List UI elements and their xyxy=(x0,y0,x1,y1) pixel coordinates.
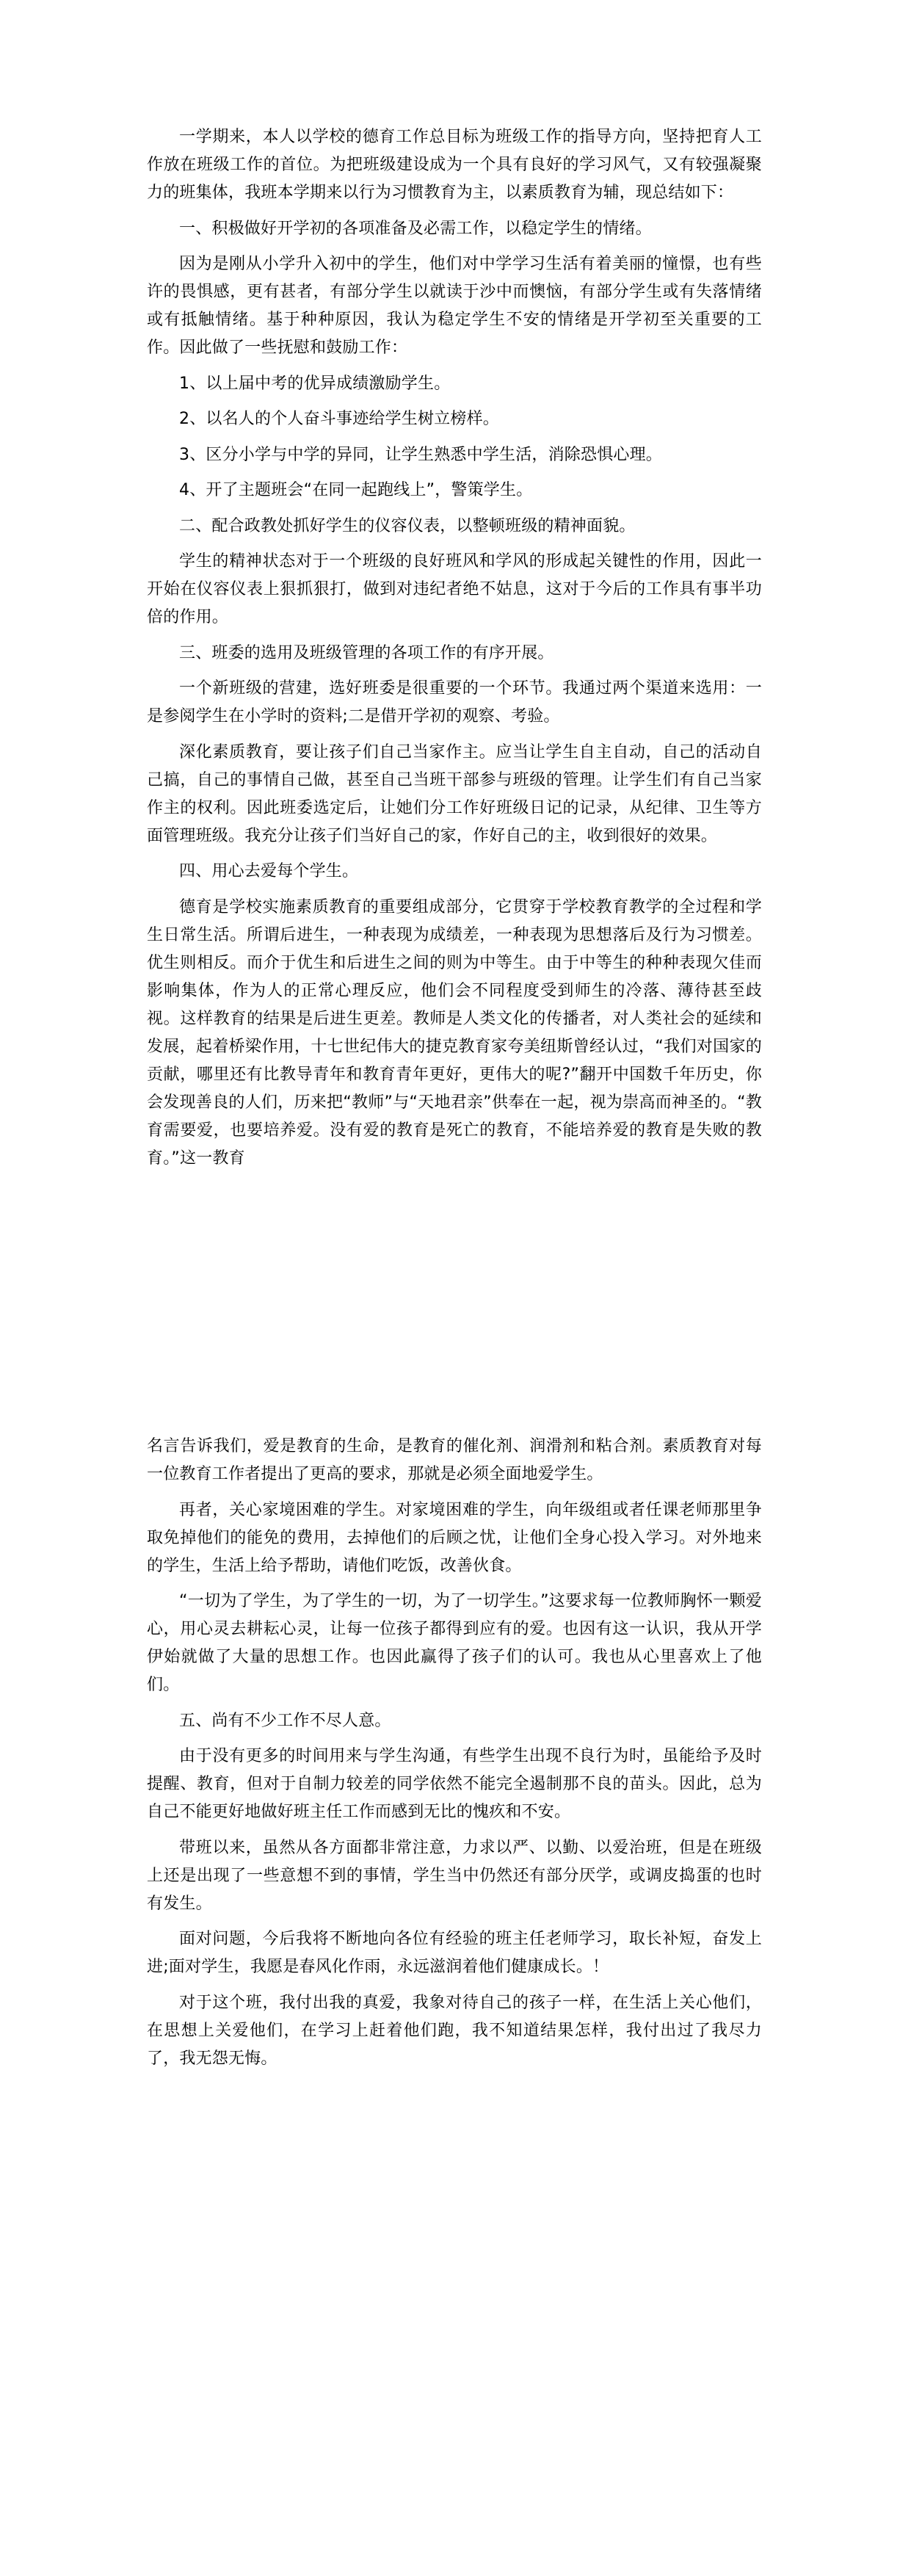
paragraph: 带班以来，虽然从各方面都非常注意，力求以严、以勤、以爱治班，但是在班级上还是出现了一些意想不到的事情，学生当中仍然还有部分厌学，或调皮捣蛋的也时有发生。 xyxy=(147,1838,762,1913)
list-item: 1、以上届中考的优异成绩激励学生。 xyxy=(179,374,451,393)
paragraph: 一学期来，本人以学校的德育工作总目标为班级工作的指导方向，坚持把育人工作放在班级工作的首位。为把班级建设成为一个具有良好的学习风气，又有较强凝聚力的班集体，我班本学期来以行为习惯教育为主，以素质教育为辅，现总结如下： xyxy=(147,128,762,202)
paragraph: 由于没有更多的时间用来与学生沟通，有些学生出现不良行为时，虽能给予及时提醒、教育，但对于自制力较差的同学依然不能完全遏制那不良的苗头。因此，总为自己不能更好地做好班主任工作而感到无比的愧疚和不安。 xyxy=(147,1747,762,1821)
paragraph: 名言告诉我们，爱是教育的生命，是教育的催化剂、润滑剂和粘合剂。素质教育对每一位教育工作者提出了更高的要求，那就是必须全面地爱学生。 xyxy=(147,1437,762,1483)
document-page xyxy=(147,0,762,2080)
paragraph: 学生的精神状态对于一个班级的良好班风和学风的形成起关键性的作用，因此一开始在仪容仪表上狠抓狠打，做到对违纪者绝不姑息，这对于今后的工作具有事半功倍的作用。 xyxy=(147,552,762,626)
paragraph: 深化素质教育，要让孩子们自己当家作主。应当让学生自主自动，自己的活动自己搞，自己的事情自己做，甚至自己当班干部参与班级的管理。让学生们有自己当家作主的权利。因此班委选定后，让她们分工作好班级日记的记录，从纪律、卫生等方面管理班级。我充分让孩子们当好自己的家，作好自己的主，收到很好的效果。 xyxy=(147,742,762,845)
list-item: 3、区分小学与中学的异同，让学生熟悉中学生活，消除恐惧心理。 xyxy=(179,445,662,464)
list-item: 4、开了主题班会“在同一起跑线上”，警策学生。 xyxy=(179,481,533,499)
section-heading: 二、配合政教处抓好学生的仪容仪表，以整顿班级的精神面貌。 xyxy=(179,516,636,535)
paragraph: “一切为了学生，为了学生的一切，为了一切学生。”这要求每一位教师胸怀一颗爱心，用心灵去耕耘心灵，让每一位孩子都得到应有的爱。也因有这一认识，我从开学伊始就做了大量的思想工作。也因此赢得了孩子们的认可。我也从心里喜欢上了他们。 xyxy=(147,1592,762,1694)
section-heading: 四、用心去爱每个学生。 xyxy=(179,862,359,880)
paragraph: 一个新班级的营建，选好班委是很重要的一个环节。我通过两个渠道来选用：一是参阅学生在小学时的资料;二是借开学初的观察、考验。 xyxy=(147,679,762,726)
list-item: 2、以名人的个人奋斗事迹给学生树立榜样。 xyxy=(179,410,499,428)
page-break-gap xyxy=(147,1180,762,1433)
paragraph: 对于这个班，我付出我的真爱，我象对待自己的孩子一样，在生活上关心他们，在思想上关爱他们，在学习上赶着他们跑，我不知道结果怎样，我付出过了我尽力了，我无怨无悔。 xyxy=(147,1993,762,2068)
paragraph: 因为是刚从小学升入初中的学生，他们对中学学习生活有着美丽的憧憬，也有些许的畏惧感，更有甚者，有部分学生以就读于沙中而懊恼，有部分学生或有失落情绪或有抵触情绪。基于种种原因，我认为稳定学生不安的情绪是开学初至关重要的工作。因此做了一些抚慰和鼓励工作： xyxy=(147,255,762,357)
paragraph: 德育是学校实施素质教育的重要组成部分，它贯穿于学校教育教学的全过程和学生日常生活。所谓后进生，一种表现为成绩差，一种表现为思想落后及行为习惯差。优生则相反。而介于优生和后进生之间的则为中等生。由于中等生的种种表现欠佳而影响集体，作为人的正常心理反应，他们会不同程度受到师生的冷落、薄待甚至歧视。这样教育的结果是后进生更差。教师是人类文化的传播者，对人类社会的延续和发展，起着桥梁作用，十七世纪伟大的捷克教育家夸美纽斯曾经认过，“我们对国家的贡献，哪里还有比教导青年和教育青年更好，更伟大的呢?”翻开中国数千年历史，你会发现善良的人们，历来把“教师”与“天地君亲”供奉在一起，视为崇高而神圣的。“教育需要爱，也要培养爱。没有爱的教育是死亡的教育，不能培养爱的教育是失败的教育。”这一教育 xyxy=(147,897,762,1168)
paragraph: 面对问题，今后我将不断地向各位有经验的班主任老师学习，取长补短，奋发上进;面对学生，我愿是春风化作雨，永远滋润着他们健康成长。！ xyxy=(147,1930,762,1976)
section-heading: 三、班委的选用及班级管理的各项工作的有序开展。 xyxy=(179,643,554,662)
section-heading: 一、积极做好开学初的各项准备及必需工作，以稳定学生的情绪。 xyxy=(179,219,652,238)
section-heading: 五、尚有不少工作不尽人意。 xyxy=(179,1711,391,1730)
paragraph: 再者，关心家境困难的学生。对家境困难的学生，向年级组或者任课老师那里争取免掉他们的能免的费用，去掉他们的后顾之忧，让他们全身心投入学习。对外地来的学生，生活上给予帮助，请他们吃饭，改善伙食。 xyxy=(147,1500,762,1575)
